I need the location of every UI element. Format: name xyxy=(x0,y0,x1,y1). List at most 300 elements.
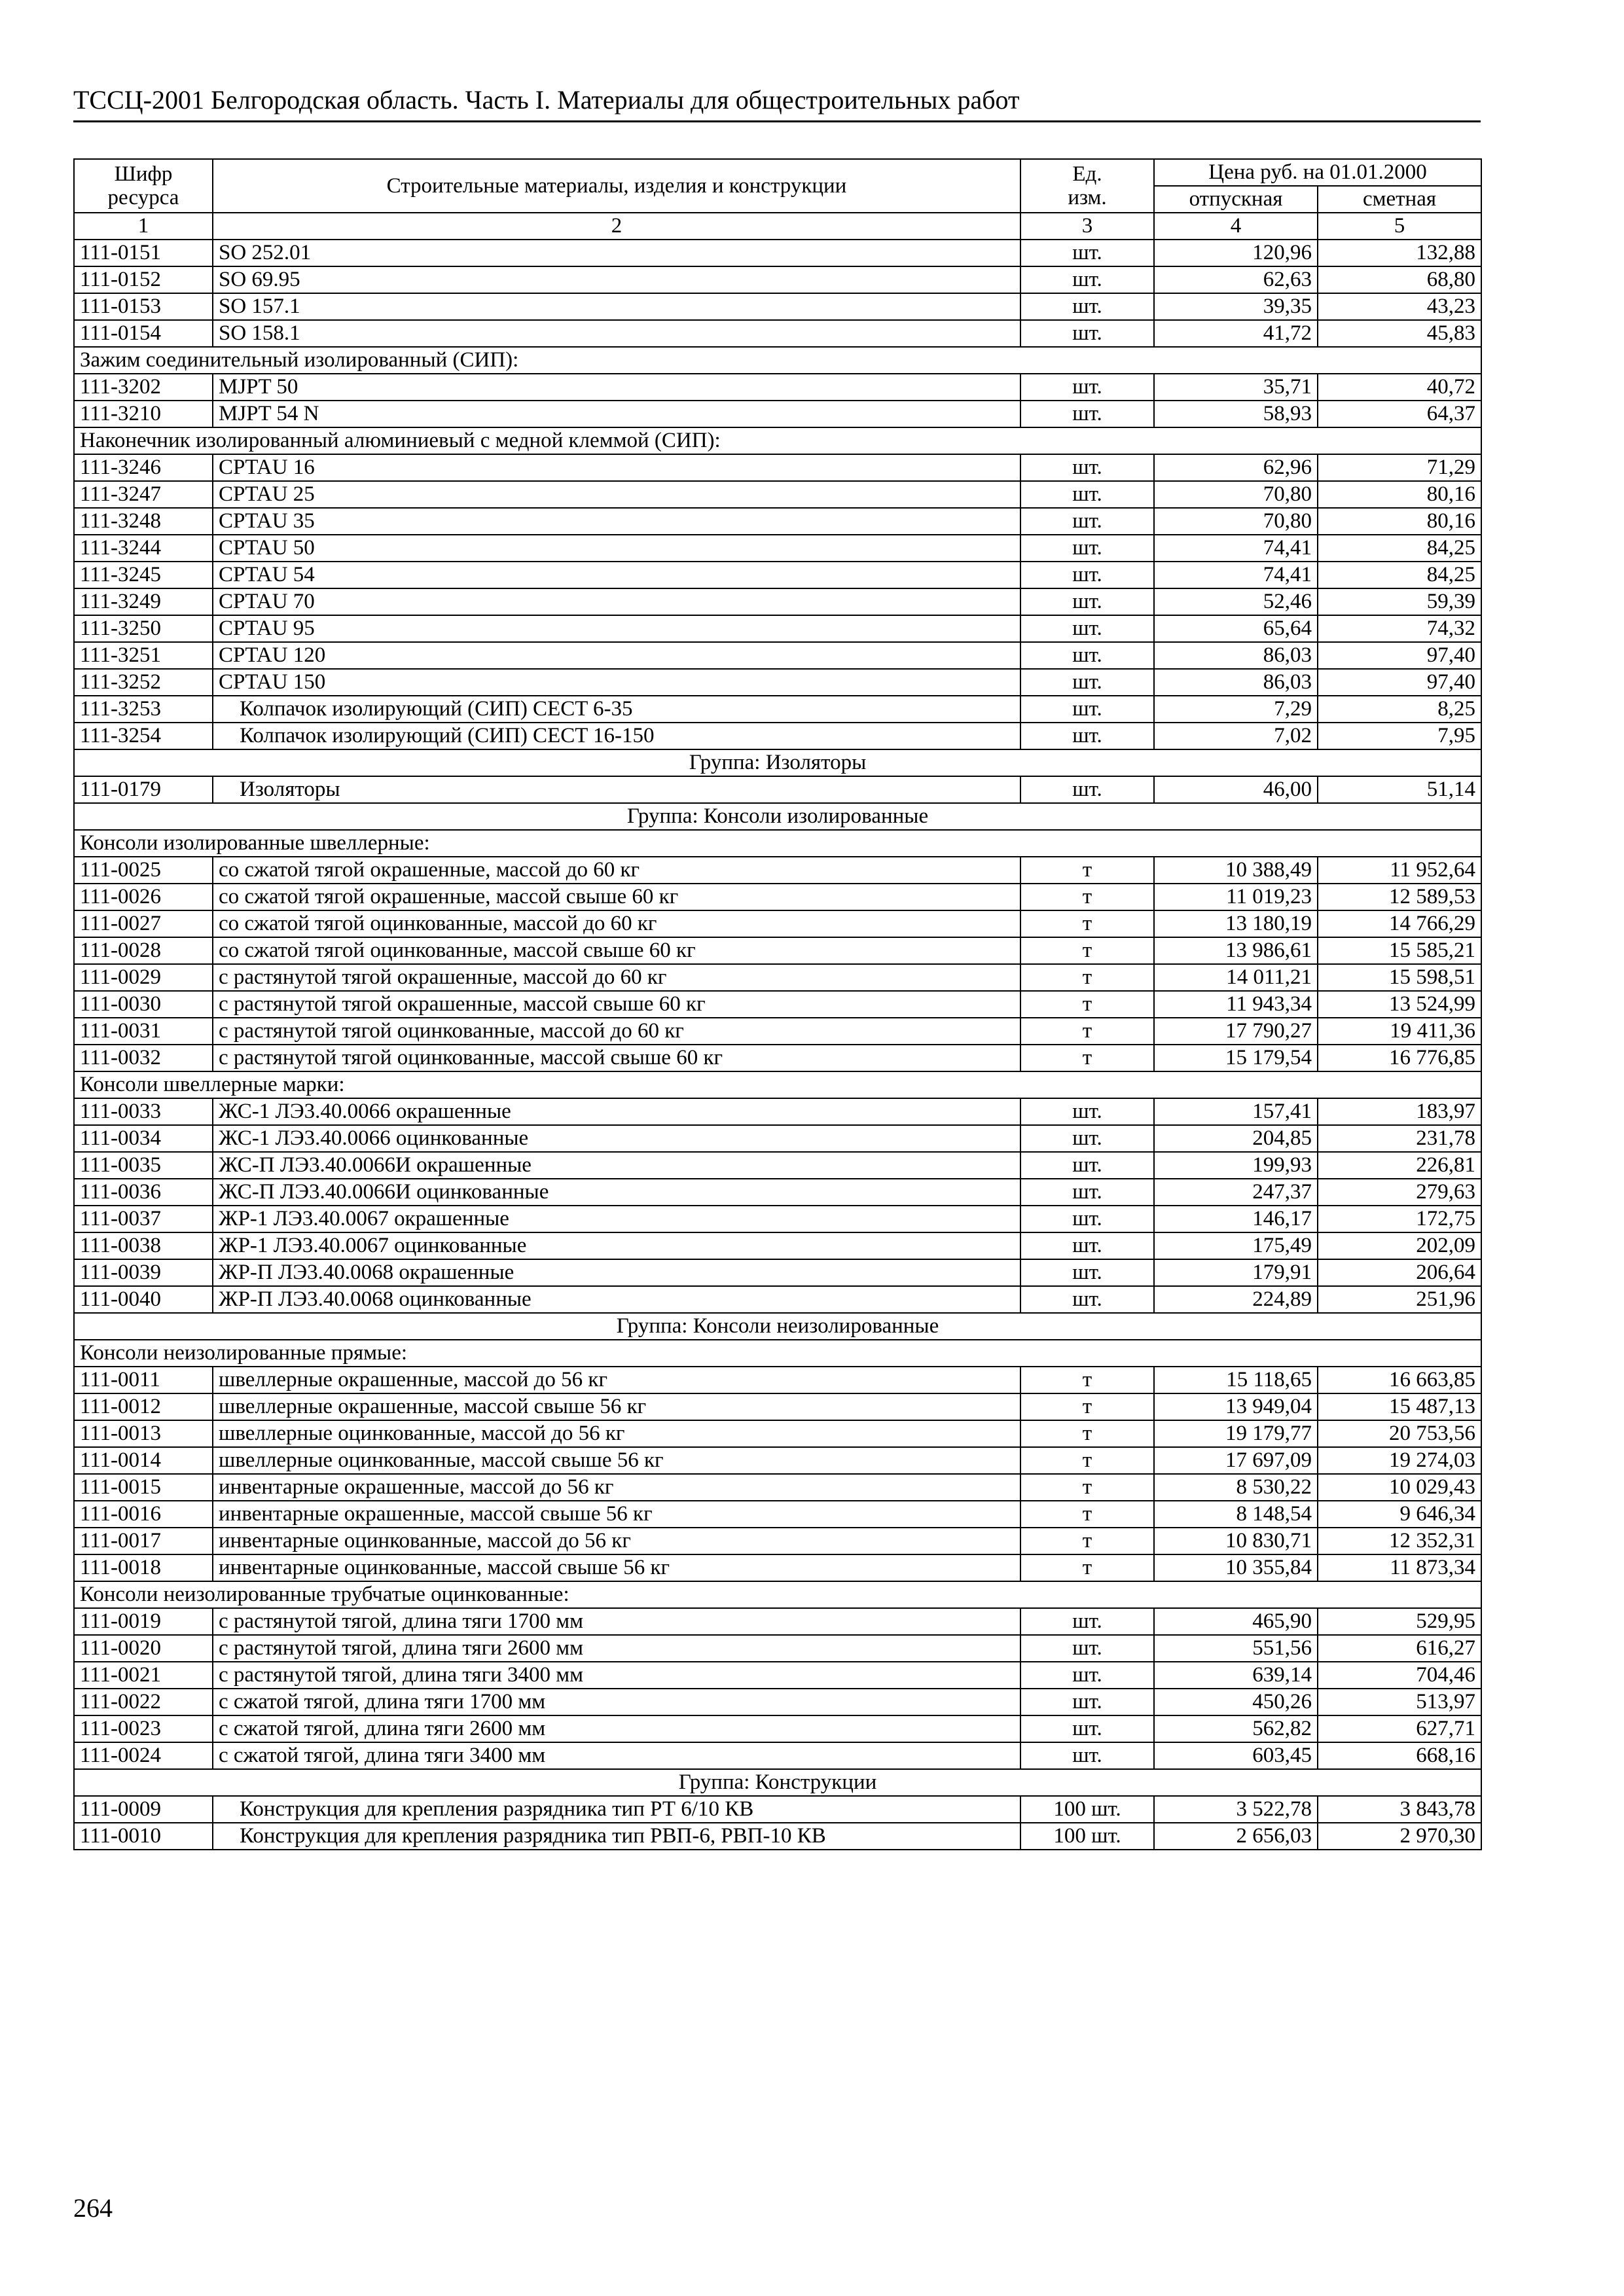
release-price: 8 148,54 xyxy=(1154,1501,1318,1528)
unit: шт. xyxy=(1020,1662,1154,1689)
estimate-price: 627,71 xyxy=(1318,1715,1481,1742)
resource-code: 111-3249 xyxy=(74,588,213,615)
table-row xyxy=(74,1206,1481,1232)
table-row xyxy=(74,857,1481,884)
material-name: ЖР-1 ЛЭ3.40.0067 оцинкованные xyxy=(213,1232,1020,1259)
unit: шт. xyxy=(1020,1232,1154,1259)
table-row xyxy=(74,1742,1481,1769)
estimate-price: 43,23 xyxy=(1318,293,1481,320)
subheading: Консоли неизолированные прямые: xyxy=(74,1340,1481,1367)
table-row xyxy=(74,1393,1481,1420)
table-row xyxy=(74,508,1481,535)
unit: т xyxy=(1020,1420,1154,1447)
subheading-row xyxy=(74,1581,1481,1608)
estimate-price: 20 753,56 xyxy=(1318,1420,1481,1447)
resource-code: 111-0033 xyxy=(74,1098,213,1125)
column-number-4: 4 xyxy=(1154,213,1318,240)
estimate-price: 80,16 xyxy=(1318,508,1481,535)
material-name: швеллерные окрашенные, массой до 56 кг xyxy=(213,1367,1020,1393)
table-row xyxy=(74,1367,1481,1393)
resource-code: 111-0019 xyxy=(74,1608,213,1635)
resource-code: 111-0017 xyxy=(74,1528,213,1554)
estimate-price: 74,32 xyxy=(1318,615,1481,642)
group-heading: Группа: Консоли неизолированные xyxy=(74,1313,1481,1340)
resource-code: 111-0016 xyxy=(74,1501,213,1528)
unit: шт. xyxy=(1020,1635,1154,1662)
estimate-price: 15 598,51 xyxy=(1318,964,1481,991)
table-row xyxy=(74,884,1481,910)
estimate-price: 668,16 xyxy=(1318,1742,1481,1769)
release-price: 603,45 xyxy=(1154,1742,1318,1769)
table-row xyxy=(74,1125,1481,1152)
column-number-2: 2 xyxy=(213,213,1020,240)
resource-code: 111-0014 xyxy=(74,1447,213,1474)
column-number-5: 5 xyxy=(1318,213,1481,240)
table-row xyxy=(74,669,1481,696)
resource-code: 111-0021 xyxy=(74,1662,213,1689)
unit: 100 шт. xyxy=(1020,1796,1154,1823)
material-name: с растянутой тягой оцинкованные, массой до 60 кг xyxy=(213,1018,1020,1045)
material-name: с растянутой тягой, длина тяги 2600 мм xyxy=(213,1635,1020,1662)
unit: шт. xyxy=(1020,588,1154,615)
resource-code: 111-3246 xyxy=(74,454,213,481)
estimate-price: 59,39 xyxy=(1318,588,1481,615)
resource-code: 111-0010 xyxy=(74,1823,213,1850)
table-row xyxy=(74,1152,1481,1179)
table-row xyxy=(74,696,1481,723)
material-name: SO 252.01 xyxy=(213,240,1020,266)
estimate-price: 3 843,78 xyxy=(1318,1796,1481,1823)
unit: шт. xyxy=(1020,293,1154,320)
release-price: 3 522,78 xyxy=(1154,1796,1318,1823)
release-price: 74,41 xyxy=(1154,535,1318,562)
resource-code: 111-0013 xyxy=(74,1420,213,1447)
release-price: 15 118,65 xyxy=(1154,1367,1318,1393)
unit: шт. xyxy=(1020,1689,1154,1715)
table-row xyxy=(74,535,1481,562)
material-name: со сжатой тягой оцинкованные, массой свыше 60 кг xyxy=(213,937,1020,964)
resource-code: 111-0151 xyxy=(74,240,213,266)
unit: т xyxy=(1020,857,1154,884)
unit: шт. xyxy=(1020,1742,1154,1769)
material-name: Колпачок изолирующий (СИП) CECT 6-35 xyxy=(213,696,1020,723)
table-row xyxy=(74,1528,1481,1554)
estimate-price: 616,27 xyxy=(1318,1635,1481,1662)
release-price: 7,02 xyxy=(1154,723,1318,749)
table-row xyxy=(74,1179,1481,1206)
material-name: CPTAU 70 xyxy=(213,588,1020,615)
resource-code: 111-0040 xyxy=(74,1286,213,1313)
release-price: 11 943,34 xyxy=(1154,991,1318,1018)
estimate-price: 12 589,53 xyxy=(1318,884,1481,910)
resource-code: 111-3247 xyxy=(74,481,213,508)
release-price: 199,93 xyxy=(1154,1152,1318,1179)
unit: т xyxy=(1020,1554,1154,1581)
material-name: ЖС-П ЛЭ3.40.0066И окрашенные xyxy=(213,1152,1020,1179)
material-name: Колпачок изолирующий (СИП) CECT 16-150 xyxy=(213,723,1020,749)
material-name: швеллерные окрашенные, массой свыше 56 кг xyxy=(213,1393,1020,1420)
subheading: Зажим соединительный изолированный (СИП): xyxy=(74,347,1481,374)
estimate-price: 9 646,34 xyxy=(1318,1501,1481,1528)
material-name: инвентарные окрашенные, массой свыше 56 кг xyxy=(213,1501,1020,1528)
subheading-row xyxy=(74,830,1481,857)
group-heading: Группа: Изоляторы xyxy=(74,749,1481,776)
release-price: 13 180,19 xyxy=(1154,910,1318,937)
material-name: инвентарные окрашенные, массой до 56 кг xyxy=(213,1474,1020,1501)
table-row xyxy=(74,1823,1481,1850)
estimate-price: 14 766,29 xyxy=(1318,910,1481,937)
release-price: 39,35 xyxy=(1154,293,1318,320)
material-name: с сжатой тягой, длина тяги 1700 мм xyxy=(213,1689,1020,1715)
header-code: Шифр ресурса xyxy=(74,159,213,213)
resource-code: 111-3250 xyxy=(74,615,213,642)
table-row xyxy=(74,588,1481,615)
table-row xyxy=(74,240,1481,266)
resource-code: 111-0024 xyxy=(74,1742,213,1769)
release-price: 7,29 xyxy=(1154,696,1318,723)
resource-code: 111-0032 xyxy=(74,1045,213,1071)
material-name: Конструкция для крепления разрядника тип РТ 6/10 КВ xyxy=(213,1796,1020,1823)
release-price: 41,72 xyxy=(1154,320,1318,347)
material-name: инвентарные оцинкованные, массой свыше 56 кг xyxy=(213,1554,1020,1581)
table-row xyxy=(74,1715,1481,1742)
release-price: 15 179,54 xyxy=(1154,1045,1318,1071)
resource-code: 111-0011 xyxy=(74,1367,213,1393)
estimate-price: 97,40 xyxy=(1318,642,1481,669)
group-heading-row xyxy=(74,1313,1481,1340)
estimate-price: 45,83 xyxy=(1318,320,1481,347)
resource-code: 111-0012 xyxy=(74,1393,213,1420)
subheading: Консоли швеллерные марки: xyxy=(74,1071,1481,1098)
resource-code: 111-0009 xyxy=(74,1796,213,1823)
resource-code: 111-0027 xyxy=(74,910,213,937)
release-price: 10 830,71 xyxy=(1154,1528,1318,1554)
group-heading: Группа: Консоли изолированные xyxy=(74,803,1481,830)
table-row xyxy=(74,374,1481,401)
material-name: со сжатой тягой окрашенные, массой свыше 60 кг xyxy=(213,884,1020,910)
estimate-price: 8,25 xyxy=(1318,696,1481,723)
estimate-price: 13 524,99 xyxy=(1318,991,1481,1018)
unit: т xyxy=(1020,937,1154,964)
resource-code: 111-0179 xyxy=(74,776,213,803)
header-release-price: отпускная xyxy=(1154,186,1318,213)
release-price: 157,41 xyxy=(1154,1098,1318,1125)
release-price: 70,80 xyxy=(1154,481,1318,508)
resource-code: 111-0018 xyxy=(74,1554,213,1581)
release-price: 120,96 xyxy=(1154,240,1318,266)
table-row xyxy=(74,991,1481,1018)
estimate-price: 80,16 xyxy=(1318,481,1481,508)
resource-code: 111-0038 xyxy=(74,1232,213,1259)
unit: шт. xyxy=(1020,669,1154,696)
material-name: Изоляторы xyxy=(213,776,1020,803)
column-number-3: 3 xyxy=(1020,213,1154,240)
release-price: 58,93 xyxy=(1154,401,1318,427)
release-price: 551,56 xyxy=(1154,1635,1318,1662)
table-row xyxy=(74,1689,1481,1715)
table-row xyxy=(74,1662,1481,1689)
release-price: 224,89 xyxy=(1154,1286,1318,1313)
table-row xyxy=(74,1554,1481,1581)
unit: т xyxy=(1020,910,1154,937)
material-name: CPTAU 120 xyxy=(213,642,1020,669)
unit: т xyxy=(1020,1474,1154,1501)
material-name: с растянутой тягой оцинкованные, массой свыше 60 кг xyxy=(213,1045,1020,1071)
material-name: ЖР-1 ЛЭ3.40.0067 окрашенные xyxy=(213,1206,1020,1232)
unit: шт. xyxy=(1020,1206,1154,1232)
subheading: Консоли изолированные швеллерные: xyxy=(74,830,1481,857)
material-name: SO 157.1 xyxy=(213,293,1020,320)
unit: шт. xyxy=(1020,401,1154,427)
material-name: швеллерные оцинкованные, массой до 56 кг xyxy=(213,1420,1020,1447)
unit: т xyxy=(1020,1045,1154,1071)
unit: 100 шт. xyxy=(1020,1823,1154,1850)
header-estimate-price: сметная xyxy=(1318,186,1481,213)
release-price: 17 697,09 xyxy=(1154,1447,1318,1474)
estimate-price: 2 970,30 xyxy=(1318,1823,1481,1850)
estimate-price: 10 029,43 xyxy=(1318,1474,1481,1501)
unit: шт. xyxy=(1020,240,1154,266)
table-row xyxy=(74,1045,1481,1071)
estimate-price: 40,72 xyxy=(1318,374,1481,401)
release-price: 562,82 xyxy=(1154,1715,1318,1742)
release-price: 70,80 xyxy=(1154,508,1318,535)
table-row xyxy=(74,401,1481,427)
estimate-price: 529,95 xyxy=(1318,1608,1481,1635)
resource-code: 111-0031 xyxy=(74,1018,213,1045)
unit: т xyxy=(1020,964,1154,991)
table-row xyxy=(74,1232,1481,1259)
table-row xyxy=(74,723,1481,749)
estimate-price: 19 411,36 xyxy=(1318,1018,1481,1045)
estimate-price: 206,64 xyxy=(1318,1259,1481,1286)
release-price: 450,26 xyxy=(1154,1689,1318,1715)
material-name: CPTAU 54 xyxy=(213,562,1020,588)
estimate-price: 15 585,21 xyxy=(1318,937,1481,964)
table-row xyxy=(74,293,1481,320)
table-row xyxy=(74,1796,1481,1823)
release-price: 204,85 xyxy=(1154,1125,1318,1152)
subheading-row xyxy=(74,427,1481,454)
release-price: 19 179,77 xyxy=(1154,1420,1318,1447)
table-row xyxy=(74,1501,1481,1528)
subheading: Консоли неизолированные трубчатые оцинкованные: xyxy=(74,1581,1481,1608)
release-price: 179,91 xyxy=(1154,1259,1318,1286)
release-price: 13 986,61 xyxy=(1154,937,1318,964)
resource-code: 111-0020 xyxy=(74,1635,213,1662)
table-row xyxy=(74,1259,1481,1286)
release-price: 146,17 xyxy=(1154,1206,1318,1232)
release-price: 14 011,21 xyxy=(1154,964,1318,991)
release-price: 52,46 xyxy=(1154,588,1318,615)
release-price: 465,90 xyxy=(1154,1608,1318,1635)
unit: шт. xyxy=(1020,1098,1154,1125)
unit: шт. xyxy=(1020,776,1154,803)
material-name: со сжатой тягой окрашенные, массой до 60 кг xyxy=(213,857,1020,884)
estimate-price: 16 776,85 xyxy=(1318,1045,1481,1071)
group-heading: Группа: Конструкции xyxy=(74,1769,1481,1796)
material-name: со сжатой тягой оцинкованные, массой до 60 кг xyxy=(213,910,1020,937)
group-heading-row xyxy=(74,749,1481,776)
resource-code: 111-3245 xyxy=(74,562,213,588)
header-name: Строительные материалы, изделия и конструкции xyxy=(213,159,1020,213)
table-row xyxy=(74,1474,1481,1501)
release-price: 639,14 xyxy=(1154,1662,1318,1689)
material-name: CPTAU 16 xyxy=(213,454,1020,481)
page-header: ТССЦ-2001 Белгородская область. Часть I. Материалы для общестроительных работ xyxy=(73,84,1481,122)
unit: шт. xyxy=(1020,266,1154,293)
unit: шт. xyxy=(1020,1125,1154,1152)
table-row xyxy=(74,1286,1481,1313)
material-name: CPTAU 95 xyxy=(213,615,1020,642)
release-price: 175,49 xyxy=(1154,1232,1318,1259)
material-name: швеллерные оцинкованные, массой свыше 56 кг xyxy=(213,1447,1020,1474)
unit: шт. xyxy=(1020,1608,1154,1635)
table-row xyxy=(74,481,1481,508)
table-header xyxy=(74,159,1481,240)
release-price: 13 949,04 xyxy=(1154,1393,1318,1420)
material-name: MJPT 54 N xyxy=(213,401,1020,427)
unit: т xyxy=(1020,1528,1154,1554)
page-number: 264 xyxy=(73,2193,113,2223)
estimate-price: 11 873,34 xyxy=(1318,1554,1481,1581)
unit: шт. xyxy=(1020,1259,1154,1286)
estimate-price: 183,97 xyxy=(1318,1098,1481,1125)
material-name: ЖР-П ЛЭ3.40.0068 окрашенные xyxy=(213,1259,1020,1286)
material-name: с растянутой тягой, длина тяги 1700 мм xyxy=(213,1608,1020,1635)
resource-code: 111-0039 xyxy=(74,1259,213,1286)
resource-code: 111-3252 xyxy=(74,669,213,696)
resource-code: 111-3248 xyxy=(74,508,213,535)
release-price: 86,03 xyxy=(1154,669,1318,696)
material-name: ЖС-1 ЛЭ3.40.0066 оцинкованные xyxy=(213,1125,1020,1152)
resource-code: 111-0022 xyxy=(74,1689,213,1715)
price-table xyxy=(73,158,1482,1850)
table-row xyxy=(74,1018,1481,1045)
release-price: 11 019,23 xyxy=(1154,884,1318,910)
estimate-price: 704,46 xyxy=(1318,1662,1481,1689)
release-price: 8 530,22 xyxy=(1154,1474,1318,1501)
table-row xyxy=(74,320,1481,347)
material-name: инвентарные оцинкованные, массой до 56 кг xyxy=(213,1528,1020,1554)
table-row xyxy=(74,937,1481,964)
estimate-price: 513,97 xyxy=(1318,1689,1481,1715)
unit: т xyxy=(1020,1367,1154,1393)
resource-code: 111-0026 xyxy=(74,884,213,910)
header-unit: Ед. изм. xyxy=(1020,159,1154,213)
table-row xyxy=(74,964,1481,991)
material-name: с сжатой тягой, длина тяги 3400 мм xyxy=(213,1742,1020,1769)
unit: шт. xyxy=(1020,1286,1154,1313)
material-name: с сжатой тягой, длина тяги 2600 мм xyxy=(213,1715,1020,1742)
material-name: CPTAU 50 xyxy=(213,535,1020,562)
resource-code: 111-0037 xyxy=(74,1206,213,1232)
unit: т xyxy=(1020,1018,1154,1045)
release-price: 10 355,84 xyxy=(1154,1554,1318,1581)
release-price: 62,63 xyxy=(1154,266,1318,293)
unit: шт. xyxy=(1020,535,1154,562)
estimate-price: 68,80 xyxy=(1318,266,1481,293)
unit: т xyxy=(1020,1447,1154,1474)
estimate-price: 132,88 xyxy=(1318,240,1481,266)
estimate-price: 16 663,85 xyxy=(1318,1367,1481,1393)
release-price: 35,71 xyxy=(1154,374,1318,401)
unit: шт. xyxy=(1020,481,1154,508)
unit: шт. xyxy=(1020,723,1154,749)
estimate-price: 226,81 xyxy=(1318,1152,1481,1179)
estimate-price: 11 952,64 xyxy=(1318,857,1481,884)
table-row xyxy=(74,562,1481,588)
release-price: 17 790,27 xyxy=(1154,1018,1318,1045)
subheading-row xyxy=(74,1071,1481,1098)
table-row xyxy=(74,266,1481,293)
table-row xyxy=(74,615,1481,642)
unit: т xyxy=(1020,884,1154,910)
unit: т xyxy=(1020,1501,1154,1528)
resource-code: 111-0152 xyxy=(74,266,213,293)
resource-code: 111-0025 xyxy=(74,857,213,884)
material-name: с растянутой тягой окрашенные, массой свыше 60 кг xyxy=(213,991,1020,1018)
table-row xyxy=(74,1447,1481,1474)
estimate-price: 231,78 xyxy=(1318,1125,1481,1152)
unit: шт. xyxy=(1020,642,1154,669)
resource-code: 111-0029 xyxy=(74,964,213,991)
unit: шт. xyxy=(1020,374,1154,401)
resource-code: 111-3253 xyxy=(74,696,213,723)
resource-code: 111-0153 xyxy=(74,293,213,320)
material-name: с растянутой тягой, длина тяги 3400 мм xyxy=(213,1662,1020,1689)
estimate-price: 51,14 xyxy=(1318,776,1481,803)
column-number-1: 1 xyxy=(74,213,213,240)
estimate-price: 7,95 xyxy=(1318,723,1481,749)
release-price: 247,37 xyxy=(1154,1179,1318,1206)
material-name: MJPT 50 xyxy=(213,374,1020,401)
table-row xyxy=(74,1420,1481,1447)
material-name: CPTAU 35 xyxy=(213,508,1020,535)
estimate-price: 202,09 xyxy=(1318,1232,1481,1259)
unit: шт. xyxy=(1020,562,1154,588)
material-name: ЖС-1 ЛЭ3.40.0066 окрашенные xyxy=(213,1098,1020,1125)
unit: шт. xyxy=(1020,454,1154,481)
material-name: Конструкция для крепления разрядника тип РВП-6, РВП-10 КВ xyxy=(213,1823,1020,1850)
estimate-price: 97,40 xyxy=(1318,669,1481,696)
material-name: CPTAU 150 xyxy=(213,669,1020,696)
estimate-price: 279,63 xyxy=(1318,1179,1481,1206)
resource-code: 111-0035 xyxy=(74,1152,213,1179)
release-price: 86,03 xyxy=(1154,642,1318,669)
unit: шт. xyxy=(1020,696,1154,723)
release-price: 62,96 xyxy=(1154,454,1318,481)
unit: шт. xyxy=(1020,508,1154,535)
resource-code: 111-0034 xyxy=(74,1125,213,1152)
release-price: 2 656,03 xyxy=(1154,1823,1318,1850)
resource-code: 111-3210 xyxy=(74,401,213,427)
material-name: SO 69.95 xyxy=(213,266,1020,293)
resource-code: 111-0015 xyxy=(74,1474,213,1501)
subheading-row xyxy=(74,1340,1481,1367)
estimate-price: 71,29 xyxy=(1318,454,1481,481)
resource-code: 111-0023 xyxy=(74,1715,213,1742)
table-row xyxy=(74,454,1481,481)
estimate-price: 64,37 xyxy=(1318,401,1481,427)
estimate-price: 251,96 xyxy=(1318,1286,1481,1313)
unit: шт. xyxy=(1020,1179,1154,1206)
table-row xyxy=(74,776,1481,803)
unit: т xyxy=(1020,991,1154,1018)
estimate-price: 84,25 xyxy=(1318,535,1481,562)
material-name: SO 158.1 xyxy=(213,320,1020,347)
material-name: CPTAU 25 xyxy=(213,481,1020,508)
